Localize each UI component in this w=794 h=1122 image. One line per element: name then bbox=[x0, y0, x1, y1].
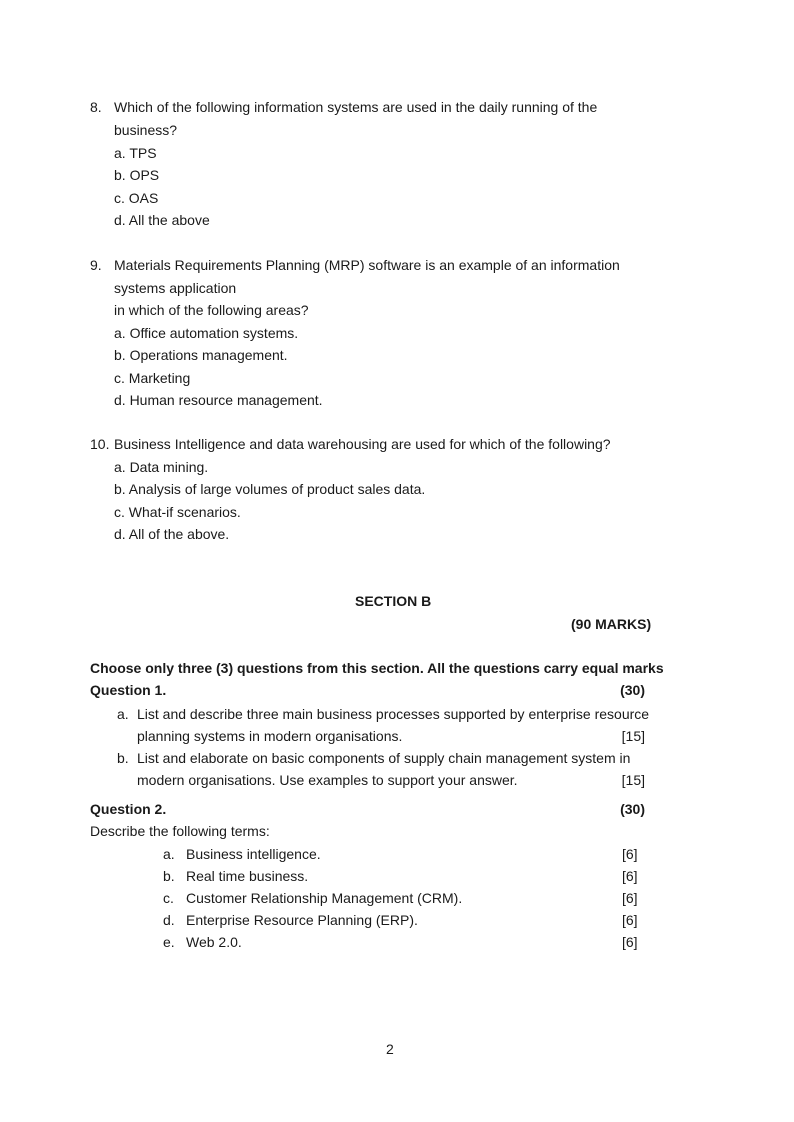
question1-b-marks: [15] bbox=[621, 772, 645, 788]
question2-d-text: Enterprise Resource Planning (ERP). bbox=[186, 912, 418, 928]
q9-option-a: a. Office automation systems. bbox=[114, 325, 299, 341]
question1-a-text: List and describe three main business processes supported by enterprise resource bbox=[137, 706, 650, 722]
q9-option-c: c. Marketing bbox=[114, 370, 191, 386]
page-number: 2 bbox=[386, 1041, 394, 1057]
q10-number: 10. bbox=[90, 436, 110, 452]
q8-option-d: d. All the above bbox=[114, 212, 210, 228]
q8-option-b: b. OPS bbox=[114, 167, 160, 183]
q10-option-c: c. What-if scenarios. bbox=[114, 504, 241, 520]
question1-b-text: List and elaborate on basic components of supply chain management system in bbox=[137, 750, 631, 766]
question2-a-label: a. bbox=[163, 846, 175, 862]
section-b-marks: (90 MARKS) bbox=[571, 616, 652, 632]
question2-c-text: Customer Relationship Management (CRM). bbox=[186, 890, 463, 906]
q9-text-cont: systems application bbox=[114, 280, 237, 296]
q9-text-cont2: in which of the following areas? bbox=[114, 302, 309, 318]
question1-a-text-cont: planning systems in modern organisations. bbox=[137, 728, 403, 744]
q9-number: 9. bbox=[90, 257, 102, 273]
q8-text: Which of the following information systems are used in the daily running of the bbox=[114, 99, 598, 115]
question2-intro: Describe the following terms: bbox=[90, 823, 270, 839]
q8-option-c: c. OAS bbox=[114, 190, 159, 206]
question2-a-marks: [6] bbox=[622, 846, 638, 862]
question2-a-text: Business intelligence. bbox=[186, 846, 321, 862]
question2-e-marks: [6] bbox=[622, 934, 638, 950]
question2-b-text: Real time business. bbox=[186, 868, 309, 884]
q10-text: Business Intelligence and data warehousing are used for which of the following? bbox=[114, 436, 611, 452]
question2-e-text: Web 2.0. bbox=[186, 934, 242, 950]
question2-c-marks: [6] bbox=[622, 890, 638, 906]
q10-option-d: d. All of the above. bbox=[114, 526, 230, 542]
q9-option-d: d. Human resource management. bbox=[114, 392, 323, 408]
question2-title: Question 2. bbox=[90, 801, 167, 817]
q10-option-a: a. Data mining. bbox=[114, 459, 209, 475]
q8-text-cont: business? bbox=[114, 122, 178, 138]
question2-e-label: e. bbox=[163, 934, 175, 950]
question1-title: Question 1. bbox=[90, 682, 167, 698]
q10-option-b: b. Analysis of large volumes of product sales data. bbox=[114, 481, 426, 497]
q8-number: 8. bbox=[90, 99, 102, 115]
question1-a-label: a. bbox=[117, 706, 129, 722]
question2-d-marks: [6] bbox=[622, 912, 638, 928]
question1-b-text-cont: modern organisations. Use examples to support your answer. bbox=[137, 772, 518, 788]
question2-b-marks: [6] bbox=[622, 868, 638, 884]
section-b-title: SECTION B bbox=[355, 593, 432, 609]
question2-d-label: d. bbox=[163, 912, 175, 928]
question2-b-label: b. bbox=[163, 868, 175, 884]
q9-option-b: b. Operations management. bbox=[114, 347, 288, 363]
question1-marks: (30) bbox=[620, 682, 645, 698]
question1-b-label: b. bbox=[117, 750, 129, 766]
question1-a-marks: [15] bbox=[621, 728, 645, 744]
q9-text: Materials Requirements Planning (MRP) software is an example of an information bbox=[114, 257, 620, 273]
question2-marks: (30) bbox=[620, 801, 645, 817]
question2-c-label: c. bbox=[163, 890, 174, 906]
q8-option-a: a. TPS bbox=[114, 145, 157, 161]
section-b-instruction: Choose only three (3) questions from this section. All the questions carry equal marks bbox=[90, 660, 664, 676]
